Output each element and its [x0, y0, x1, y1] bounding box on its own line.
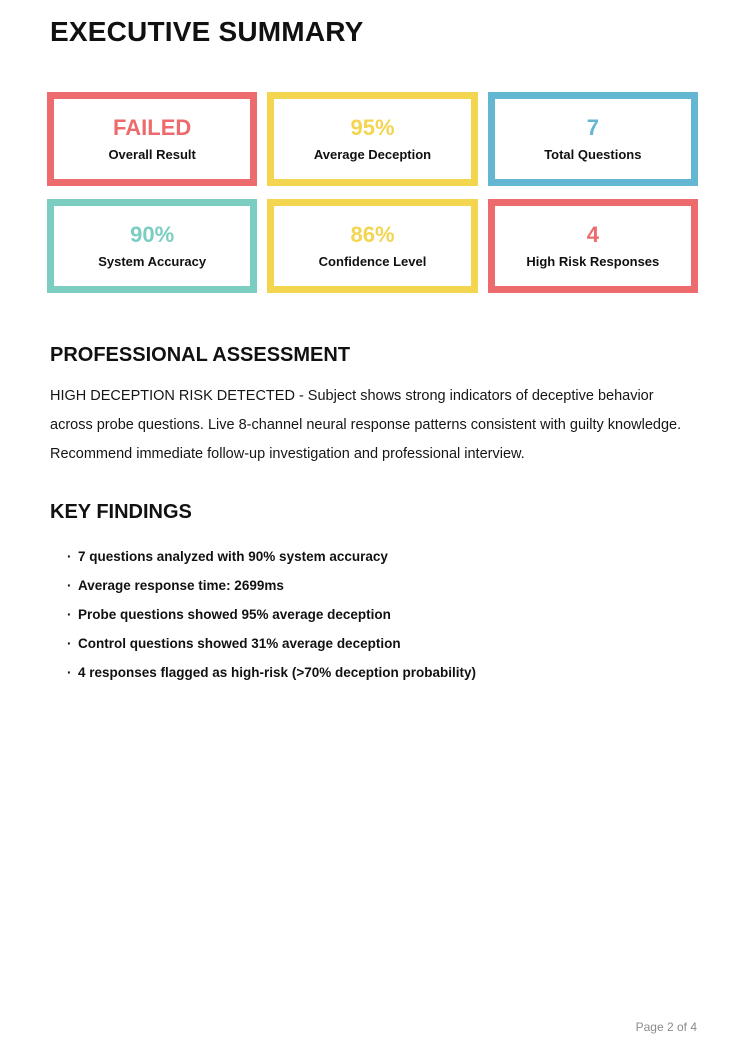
stat-card-total-questions — [488, 92, 698, 186]
report-page — [0, 16, 743, 1060]
assessment-paragraph: HIGH DECEPTION RISK DETECTED - Subject shows strong indicators of deceptive behavior across probe questions. Live 8-channel neural response patterns consistent with guilty knowledge. Recommend immediate follow-up investigation and professional interview. — [50, 388, 682, 463]
stat-card-confidence-level — [267, 199, 477, 293]
section-heading-key-findings: KEY FINDINGS — [50, 501, 192, 524]
stat-card-high-risk-responses — [488, 199, 698, 293]
section-heading-professional-assessment: PROFESSIONAL ASSESSMENT — [50, 344, 351, 367]
stat-value: 86% — [350, 222, 395, 248]
stat-label: Average Deception — [313, 147, 432, 163]
stat-value: 90% — [130, 222, 175, 248]
finding-item: · Probe questions showed 95% average deception — [50, 600, 698, 629]
page-number: Page 2 of 4 — [635, 1020, 697, 1034]
stat-card-average-deception — [267, 92, 477, 186]
section-key-findings — [50, 500, 698, 687]
stat-label: System Accuracy — [98, 254, 207, 270]
finding-item: · 7 questions analyzed with 90% system accuracy — [50, 542, 698, 571]
stat-card-overall-result — [47, 92, 257, 186]
stat-label: Overall Result — [108, 147, 196, 163]
stat-label: Total Questions — [544, 147, 642, 163]
stat-label: High Risk Responses — [526, 254, 660, 270]
finding-item: · Control questions showed 31% average deception — [50, 629, 698, 658]
stat-card-grid — [47, 92, 698, 293]
finding-item: · Average response time: 2699ms — [50, 571, 698, 600]
findings-list — [50, 542, 698, 687]
stat-value: 4 — [586, 222, 599, 248]
section-professional-assessment — [50, 343, 698, 469]
stat-value: FAILED — [113, 115, 192, 141]
stat-value: 95% — [350, 115, 395, 141]
stat-value: 7 — [586, 115, 599, 141]
stat-card-system-accuracy — [47, 199, 257, 293]
page-title: EXECUTIVE SUMMARY — [50, 16, 364, 47]
finding-item: · 4 responses flagged as high-risk (>70% deception probability) — [50, 658, 698, 687]
stat-label: Confidence Level — [318, 254, 427, 270]
